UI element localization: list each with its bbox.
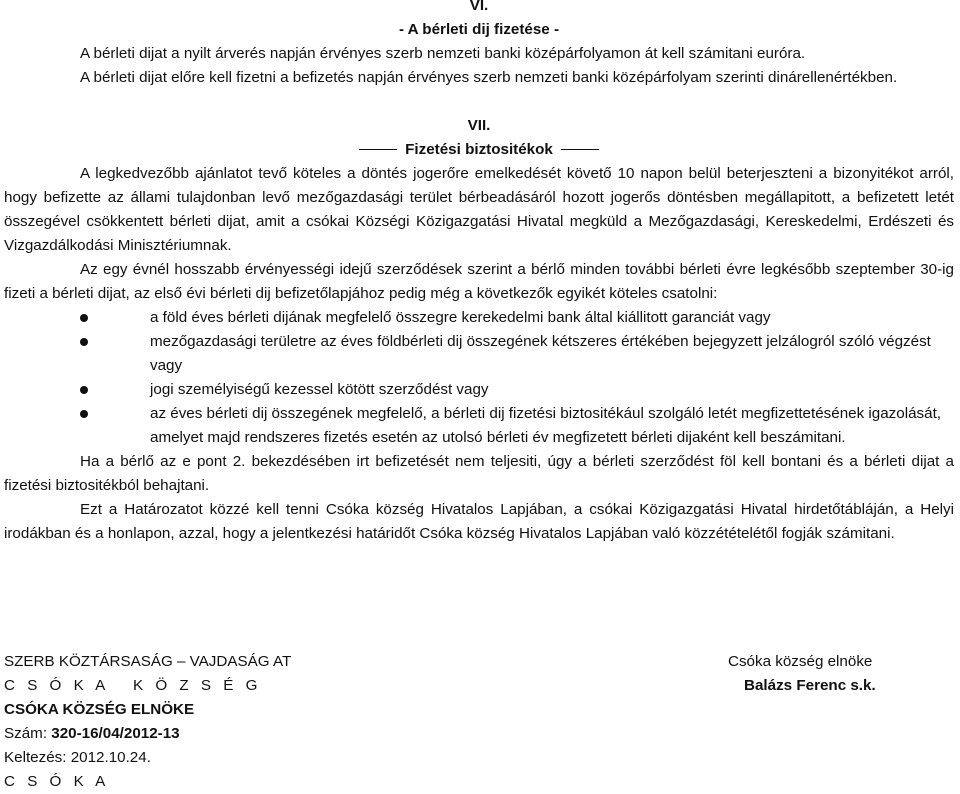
issue-date: Keltezés: 2012.10.24. [4,749,151,766]
issuer-municipality: C S Ó K A K Ö Z S É G [4,677,262,694]
signatory-name: Balázs Ferenc s.k. [744,677,876,694]
issuer-country: SZERB KÖZTÁRSASÁG – VAJDASÁG AT [4,653,292,670]
section-6-number: VI. [469,0,489,14]
list-item: az éves bérleti dij összegének megfelelő, a bérleti dij fizetési biztositékául szolgáló letét megfizettetésének igazolását, amelyet majd rendszeres fizetés esetén az utolsó bérleti év megfizetett bérleti dijaként kell beszámitani. [4,402,954,450]
section-7-paragraph-1: A legkedvezőbb ajánlatot tevő köteles a döntés jogerőre emelkedését követő 10 napon belül beterjeszteni a bizonyitékot arról, hogy befizette az állami tulajdonban levő mezőgazdasági terület bérbeadásáról hozott jogerős döntésben megállapitott, a befizetett letét összegével csökkentett bérleti dijat, amit a csókai Községi Közigazgatási Hivatal megküld a Mezőgazdasági, Kereskedelmi, Erdészeti és Vizgazdálkodási Minisztériumnak. [4,165,954,254]
document-page [4,0,954,546]
section-7-heading: Fizetési biztositékok [405,141,553,158]
section-7-number: VII. [467,117,491,134]
list-item: a föld éves bérleti dijának megfelelő összegre kerekedelmi bank által kiállitott garanciát vagy [4,306,954,330]
issuer-block [4,650,564,794]
section-6-line-1: A bérleti dijat a nyilt árverés napján érvényes szerb nemzeti banki középárfolyamon át kell számitani euróra. [80,45,806,62]
section-6-heading: - A bérleti dij fizetése - [398,21,560,38]
section-7-paragraph-2: Az egy évnél hosszabb érvényességi idejű szerződések szerint a bérlő minden további bérleti évre legkésőbb szeptember 30-ig fizeti a bérleti dijat, az első évi bérleti dij befizetőlapjához pedig még a következők egyikét köteles csatolni: [4,261,954,302]
signatory-title: Csóka község elnöke [728,653,873,670]
reference-number-row [4,722,564,746]
issue-place: C S Ó K A [4,773,110,790]
section-7-heading-row [4,138,954,162]
guarantee-options-list [4,306,954,450]
reference-number-value: 320-16/04/2012-13 [51,725,180,742]
section-7-paragraph-4: Ezt a Határozatot közzé kell tenni Csóka község Hivatalos Lapjában, a csókai Közigazgatási Hivatal hirdetőtábláján, a Helyi irodákban és a honlapon, azzal, hogy a jelentkezési határidőt Csóka község Hivatalos Lapjában való közzétételétől fogják számitani. [4,501,954,542]
heading-dash-right [561,149,599,150]
reference-number-label: Szám: [4,725,52,742]
issuer-office: CSÓKA KÖZSÉG ELNÖKE [4,701,195,718]
heading-dash-left [359,149,397,150]
signatory-block [728,650,948,698]
section-7-paragraph-3: Ha a bérlő az e pont 2. bekezdésében irt befizetését nem teljesiti, úgy a bérleti szerződést föl kell bontani és a bérleti dijat a fizetési biztositékból behajtani. [4,453,954,494]
list-item: jogi személyiségű kezessel kötött szerződést vagy [4,378,954,402]
section-6-paragraph-2: A bérleti dijat előre kell fizetni a befizetés napján érvényes szerb nemzeti banki középárfolyam szerinti dinárellenértékben. [80,69,898,86]
list-item: mezőgazdasági területre az éves földbérleti dij összegének kétszeres értékében bejegyzett jelzálogról szóló végzést vagy [4,330,954,378]
